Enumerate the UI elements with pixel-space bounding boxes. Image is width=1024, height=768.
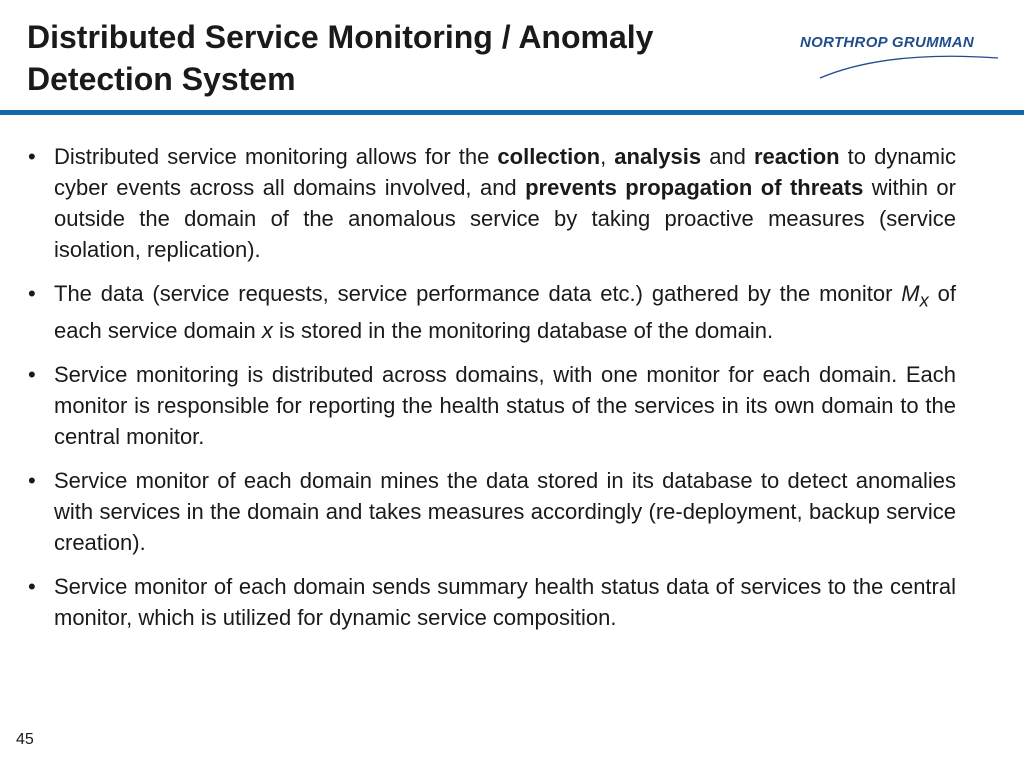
bullet-item-2: • The data (service requests, service performance data etc.) gathered by the monitor $M_x$ of each service domain x is stored in the monitoring database of the domain. bbox=[28, 278, 956, 346]
bullet-item-3: • Service monitoring is distributed across domains, with one monitor for each domain. Each monitor is responsible for reporting the health status of the services in its own domain to the central monitor. bbox=[28, 359, 956, 452]
bullet-dot: • bbox=[28, 281, 36, 306]
bullet-item-5: • Service monitor of each domain sends summary health status data of services to the central monitor, which is utilized for dynamic service composition. bbox=[28, 571, 956, 633]
monitor-symbol: M bbox=[901, 281, 920, 306]
bullet-dot: • bbox=[28, 574, 36, 600]
title-divider bbox=[0, 110, 1024, 115]
northrop-grumman-logo bbox=[796, 28, 1000, 84]
domain-symbol: x bbox=[261, 318, 273, 344]
bullet-dot: • bbox=[28, 144, 36, 169]
bullet-dot: • bbox=[28, 362, 36, 388]
page-number: 45 bbox=[16, 731, 34, 748]
title-line-1: Distributed Service Monitoring / Anomaly bbox=[27, 19, 654, 55]
slide-title bbox=[27, 16, 747, 100]
bullet-item-4: • Service monitor of each domain mines the data stored in its database to detect anomalies with services in the domain and takes measures accordingly (re-deployment, backup service creation). bbox=[28, 465, 956, 558]
bullet-dot: • bbox=[28, 468, 36, 494]
title-line-2: Detection System bbox=[27, 61, 296, 97]
bullet-list bbox=[28, 141, 956, 646]
monitor-subscript: x bbox=[919, 289, 929, 311]
logo-text: NORTHROP GRUMMAN bbox=[800, 34, 974, 51]
bullet-item-1: • Distributed service monitoring allows for the collection, analysis and reaction to dynamic cyber events across all domains involved, and prevents propagation of threats within or outside the domain of the anomalous service by taking proactive measures (service isolation, replication). bbox=[28, 141, 956, 265]
